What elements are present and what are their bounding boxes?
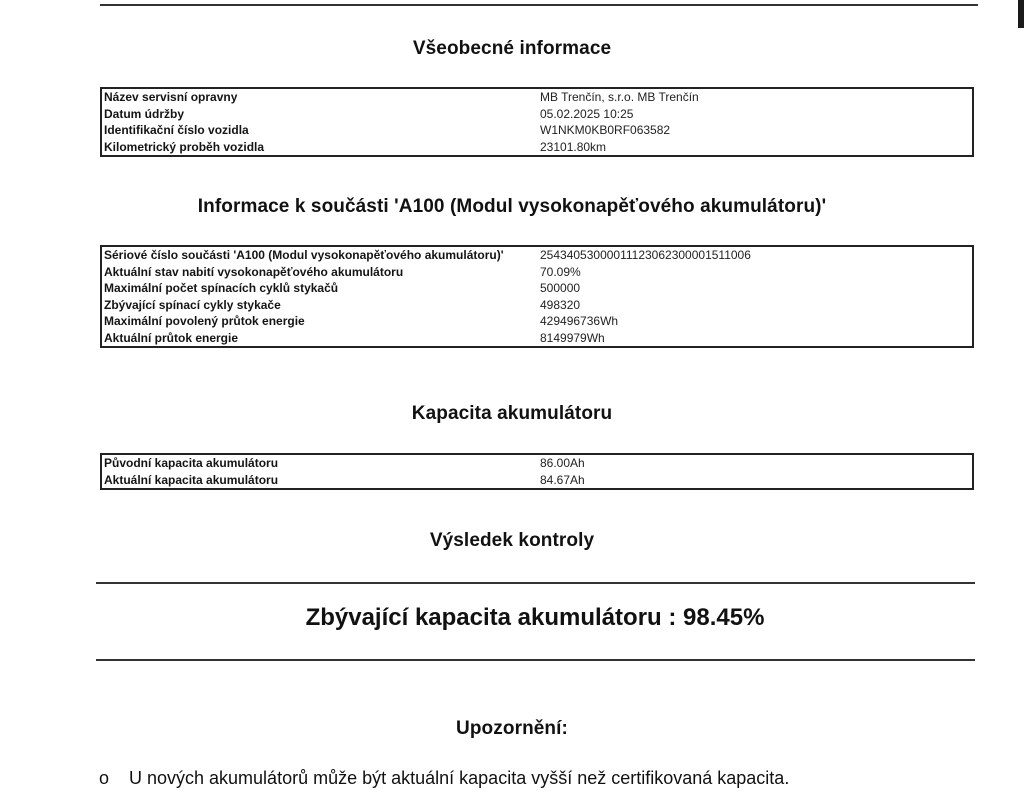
row-value: 86.00Ah: [540, 456, 585, 470]
top-rule: [100, 4, 978, 6]
table-row: [104, 280, 970, 297]
row-value: MB Trenčín, s.r.o. MB Trenčín: [540, 90, 699, 104]
row-label: Datum údržby: [104, 106, 185, 121]
table-row: [104, 89, 970, 106]
table-row: [104, 139, 970, 156]
row-value: 23101.80km: [540, 139, 607, 154]
bullet-icon: o: [99, 768, 110, 788]
row-label: Aktuální kapacita akumulátoru: [104, 472, 279, 487]
row-value: 84.67Ah: [540, 472, 585, 487]
general-info-table: [100, 87, 974, 157]
table-row: [104, 455, 970, 472]
row-label: Kilometrický proběh vozidla: [104, 139, 265, 154]
row-value: 8149979Wh: [540, 330, 605, 345]
notice-title: Upozornění:: [456, 718, 568, 739]
capacity-title: Kapacita akumulátoru: [411, 403, 613, 424]
row-label: Zbývající spínací cykly stykače: [104, 297, 281, 312]
list-item: [99, 766, 789, 790]
table-row: [104, 472, 970, 489]
remaining-capacity-result: Zbývající kapacita akumulátoru : 98.45%: [305, 604, 765, 631]
row-label: Identifikační číslo vozidla: [104, 123, 249, 137]
general-info-title: Všeobecné informace: [412, 38, 612, 59]
row-label: Sériové číslo součásti 'A100 (Modul vysokonapěťového akumulátoru)': [104, 248, 504, 262]
notice-list: [99, 766, 789, 790]
row-value: 498320: [540, 297, 581, 312]
table-row: [104, 330, 970, 347]
table-row: [104, 122, 970, 139]
result-bottom-rule: [96, 659, 975, 661]
row-value: 429496736Wh: [540, 314, 619, 328]
component-info-table: [100, 245, 974, 348]
table-row: [104, 264, 970, 281]
row-value: 70.09%: [540, 264, 581, 279]
table-row: [104, 297, 970, 314]
table-row: [104, 106, 970, 123]
row-label: Maximální povolený průtok energie: [104, 314, 305, 328]
result-title: Výsledek kontroly: [429, 530, 595, 551]
row-value: 500000: [540, 281, 581, 295]
row-label: Aktuální stav nabití vysokonapěťového akumulátoru: [104, 264, 404, 279]
notice-text: U nových akumulátorů může být aktuální kapacita vyšší než certifikovaná kapacita.: [129, 768, 790, 788]
row-label: Původní kapacita akumulátoru: [104, 456, 279, 470]
component-info-title: Informace k součásti 'A100 (Modul vysokonapěťového akumulátoru)': [197, 196, 827, 217]
row-value: W1NKM0KB0RF063582: [540, 123, 671, 137]
capacity-table: [100, 453, 974, 490]
table-row: [104, 247, 970, 264]
row-label: Aktuální průtok energie: [104, 330, 239, 345]
row-value: 254340530000111230623000015110​06: [540, 248, 751, 262]
table-row: [104, 313, 970, 330]
row-value: 05.02.2025 10:25: [540, 106, 634, 121]
result-top-rule: [96, 582, 975, 584]
row-label: Název servisní opravny: [104, 90, 238, 104]
scan-edge-mark: [1018, 0, 1024, 28]
row-label: Maximální počet spínacích cyklů stykačů: [104, 281, 339, 295]
